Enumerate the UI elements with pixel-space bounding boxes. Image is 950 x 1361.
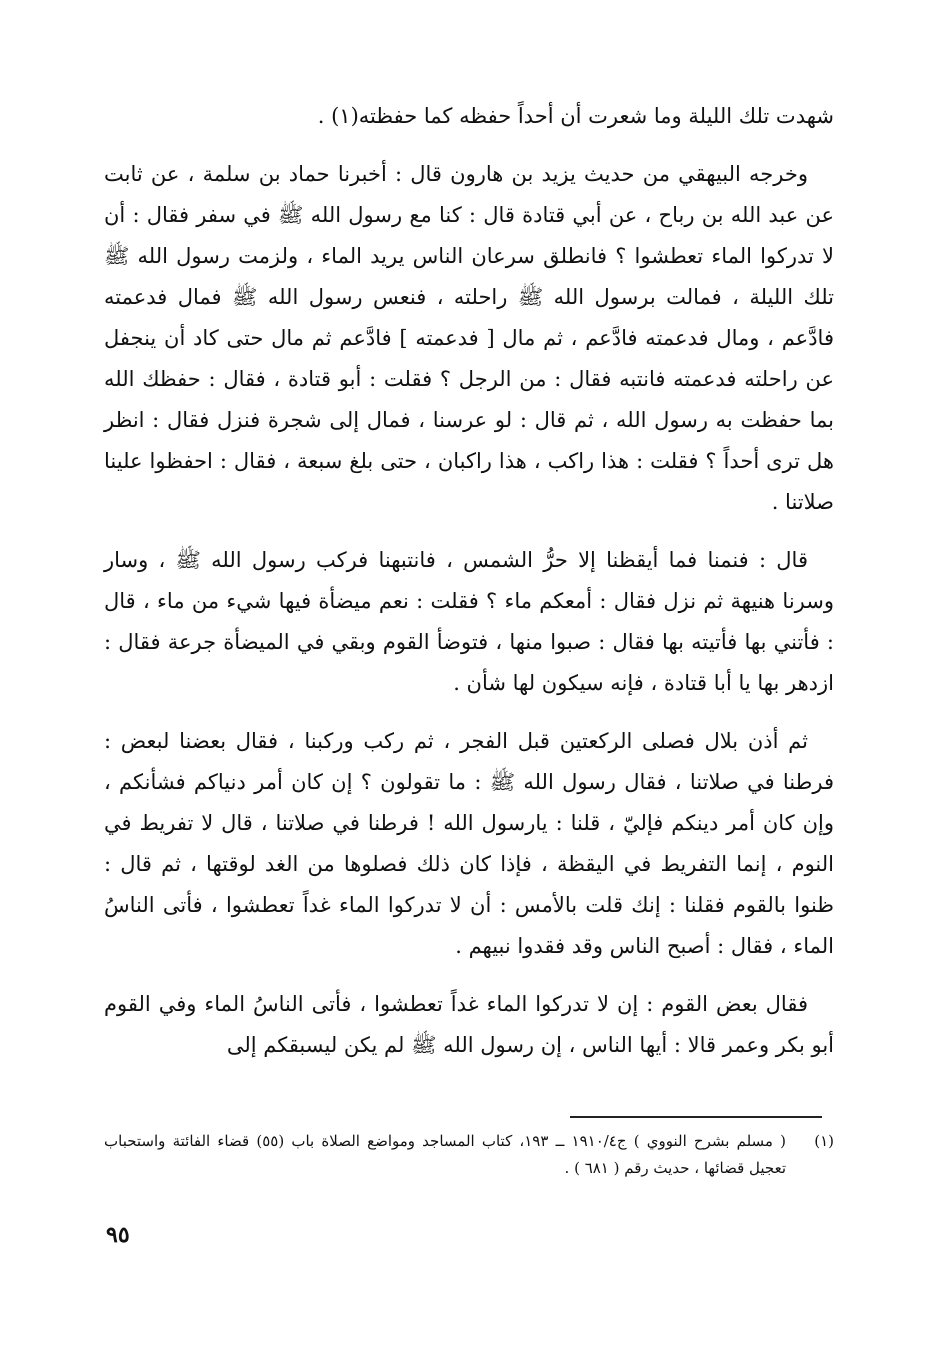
paragraph-1: شهدت تلك الليلة وما شعرت أن أحداً حفظه كما حفظته(١) . bbox=[317, 104, 834, 128]
page-number: ٩٥ bbox=[106, 1222, 130, 1248]
footnote-text: ( مسلم بشرح النووي ) ج١٩١٠/٤ ــ ١٩٣، كتاب المساجد ومواضع الصلاة باب (٥٥) قضاء الفائتة واستحباب تعجيل قضائها ، حديث رقم ( ٦٨١ ) . bbox=[104, 1132, 786, 1177]
footnote-number: (١) bbox=[814, 1132, 834, 1150]
footnote-divider bbox=[570, 1116, 822, 1118]
paragraph-3: قال : فنمنا فما أيقظنا إلا حرُّ الشمس ، فانتبهنا فركب رسول الله ﷺ ، وسار وسرنا هنيهة ثم نزل فقال : أمعكم ماء ؟ فقلت : نعم ميضأة فيها شيء من ماء ، قال : فأتني بها فأتيته بها فقال : صبوا منها ، فتوضأ القوم وبقي في الميضأة جرعة فقال : ازدهر بها يا أبا قتادة ، فإنه سيكون لها شأن . bbox=[104, 548, 834, 695]
footnote-1 bbox=[104, 1128, 834, 1182]
footnotes-section bbox=[104, 1128, 834, 1182]
paragraph-2: وخرجه البيهقي من حديث يزيد بن هارون قال : أخبرنا حماد بن سلمة ، عن ثابت عن عبد الله بن رباح ، عن أبي قتادة قال : كنا مع رسول الله ﷺ في سفر فقال : أن لا تدركوا الماء تعطشوا ؟ فانطلق سرعان الناس يريد الماء ، ولزمت رسول الله ﷺ تلك الليلة ، فمالت برسول الله ﷺ راحلته ، فنعس رسول الله ﷺ فمال فدعمته فادَّعم ، ومال فدعمته فادَّعم ، ثم مال [ فدعمته ] فادَّعم ثم مال حتى كاد أن ينجفل عن راحلته فدعمته فانتبه فقال : من الرجل ؟ فقلت : أبو قتادة ، فقال : حفظك الله بما حفظت به رسول الله ، ثم قال : لو عرسنا ، فمال إلى شجرة فنزل فقال : انظر هل ترى أحداً ؟ فقلت : هذا راكب ، هذا راكبان ، حتى بلغ سبعة ، فقال : احفظوا علينا صلاتنا . bbox=[104, 162, 834, 514]
paragraph-5: فقال بعض القوم : إن لا تدركوا الماء غداً تعطشوا ، فأتى الناسُ الماء وفي القوم أبو بكر وعمر قالا : أيها الناس ، إن رسول الله ﷺ لم يكن ليسبقكم إلى bbox=[104, 992, 834, 1057]
main-text-block bbox=[104, 96, 834, 1083]
paragraph-4: ثم أذن بلال فصلى الركعتين قبل الفجر ، ثم ركب وركبنا ، فقال بعضنا لبعض : فرطنا في صلاتنا ، فقال رسول الله ﷺ : ما تقولون ؟ إن كان أمر دنياكم فشأنكم ، وإن كان أمر دينكم فإليّ ، قلنا : يارسول الله ! فرطنا في صلاتنا ، قال لا تفريط في النوم ، إنما التفريط في اليقظة ، فإذا كان ذلك فصلوها من الغد لوقتها ، ثم قال : ظنوا بالقوم فقلنا : إنك قلت بالأمس : أن لا تدركوا الماء غداً تعطشوا ، فأتى الناسُ الماء ، فقال : أصبح الناس وقد فقدوا نبيهم . bbox=[104, 729, 834, 958]
